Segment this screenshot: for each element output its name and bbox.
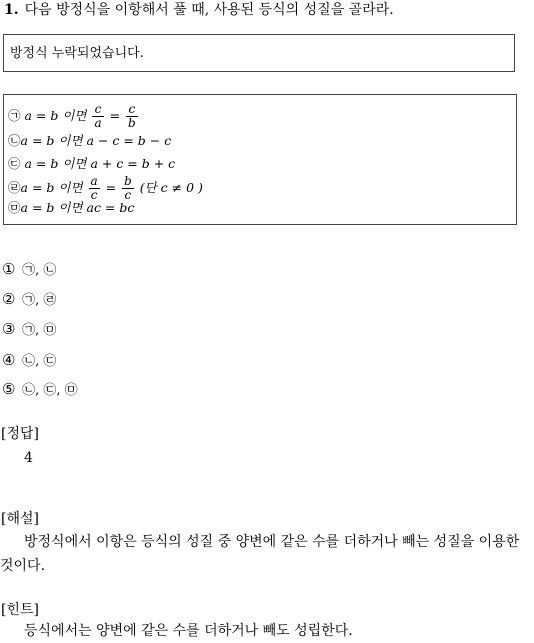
hint-text: 등식에서는 양변에 같은 수를 더하거나 빼도 성립한다.	[24, 623, 353, 639]
equation-box	[3, 34, 515, 72]
choice-number: ④	[2, 351, 16, 369]
condition-5	[8, 200, 134, 216]
condition-text: a = b 이면 a − c = b − c	[20, 133, 172, 148]
condition-marker: ㉤	[8, 200, 21, 215]
condition-1: ㉠ a = b 이면 $\frac{c}{a}$ = $\frac{c}{b}$	[8, 102, 136, 130]
hint-label: [힌트]	[1, 602, 39, 618]
choice-text: ㉠, ㉡	[22, 263, 57, 278]
fraction: $\frac{c}{a}$	[94, 102, 102, 130]
question-number: 1.	[4, 2, 19, 18]
explanation-text: 방정식에서 이항은 등식의 성질 중 양변에 같은 수를 더하거나 빼는 성질을 이용한 것이다.	[0, 534, 520, 574]
condition-3	[8, 156, 175, 172]
condition-marker: ㉢	[8, 156, 21, 171]
question-text: 다음 방정식을 이항해서 풀 때, 사용된 등식의 성질을 골라라.	[24, 2, 394, 18]
choice-number: ⑤	[2, 380, 16, 398]
fraction: $\frac{c}{b}$	[128, 102, 136, 130]
condition-text: a = b 이면	[20, 108, 91, 123]
fraction: $\frac{a}{c}$	[90, 174, 98, 202]
condition-marker: ㉠	[8, 108, 21, 123]
condition-marker: ㉡	[8, 133, 21, 148]
choice-number: ①	[2, 260, 16, 278]
condition-text: a = b 이면 a + c = b + c	[20, 156, 176, 171]
choice-3[interactable]	[2, 320, 56, 340]
condition-text: a = b 이면 ac = bc	[20, 200, 135, 215]
choice-text: ㉠, ㉣	[22, 293, 57, 308]
explanation-label: [해설]	[1, 511, 39, 527]
choice-text: ㉡, ㉢	[22, 354, 57, 369]
question-title	[4, 0, 394, 20]
answer-label: [정답]	[1, 426, 39, 442]
choice-4[interactable]	[2, 351, 56, 371]
choice-number: ②	[2, 290, 16, 308]
choice-text: ㉡, ㉢, ㉤	[22, 383, 78, 398]
condition-text: a = b 이면	[20, 180, 87, 195]
choice-5[interactable]	[2, 380, 78, 400]
choice-2[interactable]	[2, 290, 56, 310]
condition-marker: ㉣	[8, 180, 21, 195]
choice-number: ③	[2, 320, 16, 338]
conditions-box	[3, 94, 517, 225]
choice-1[interactable]	[2, 260, 56, 280]
condition-4: ㉣a = b 이면 $\frac{a}{c}$ = $\frac{b}{c}$ (단 c ≠ 0 )	[8, 174, 203, 202]
choice-text: ㉠, ㉤	[22, 323, 57, 338]
answer-value: 4	[24, 450, 33, 466]
condition-2	[8, 133, 171, 149]
equation-box-text: 방정식 누락되었습니다.	[10, 46, 144, 61]
fraction: $\frac{b}{c}$	[124, 174, 132, 202]
